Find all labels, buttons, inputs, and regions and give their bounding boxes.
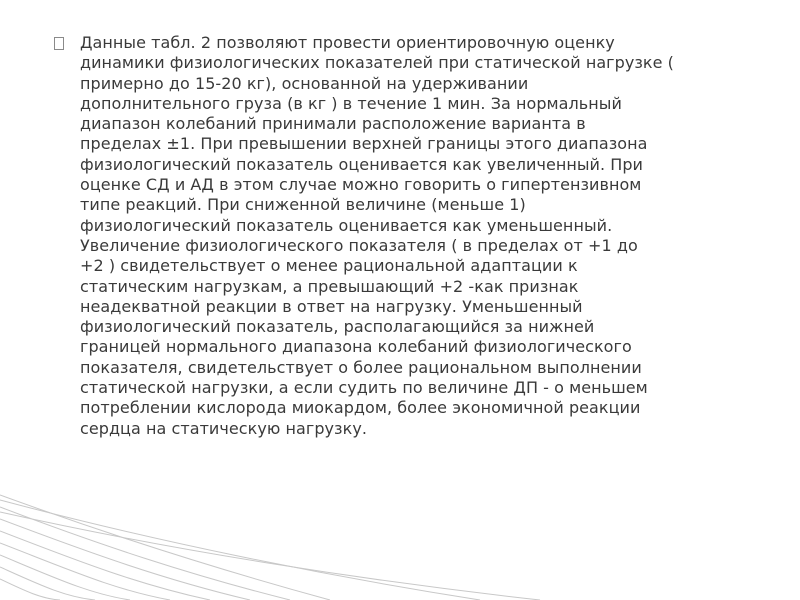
slide-content — [52, 33, 752, 439]
bullet-text: Данные табл. 2 позволяют провести ориентировочную оценку динамики физиологических показателей при статической нагрузке ( примерно до 15-20 кг), основанной на удерживании дополнительного груза (в кг ) в течение 1 мин. За нормальный диапазон колебаний принимали расположение варианта в пределах ±1. При превышении верхней границы этого диапазона физиологический показатель оценивается как увеличенный. При оценке СД и АД в этом случае можно говорить о гипертензивном типе реакций. При сниженной величине (меньше 1) физиологический показатель оценивается как уменьшенный. Увеличение физиологического показателя ( в пределах от +1 до +2 ) свидетельствует о менее рациональной адаптации к статическим нагрузкам, а превышающий +2 -как признак неадекватной реакции в ответ на нагрузку. Уменьшенный физиологический показатель, располагающийся за нижней границей нормального диапазона колебаний физиологического показателя, свидетельствует о более рациональном выполнении статической нагрузки, а если судить по величине ДП - о меньшем потреблении кислорода миокардом, более экономичной реакции сердца на статическую нагрузку. — [80, 33, 674, 438]
square-bullet-icon — [54, 37, 64, 50]
bullet-item — [52, 33, 752, 439]
